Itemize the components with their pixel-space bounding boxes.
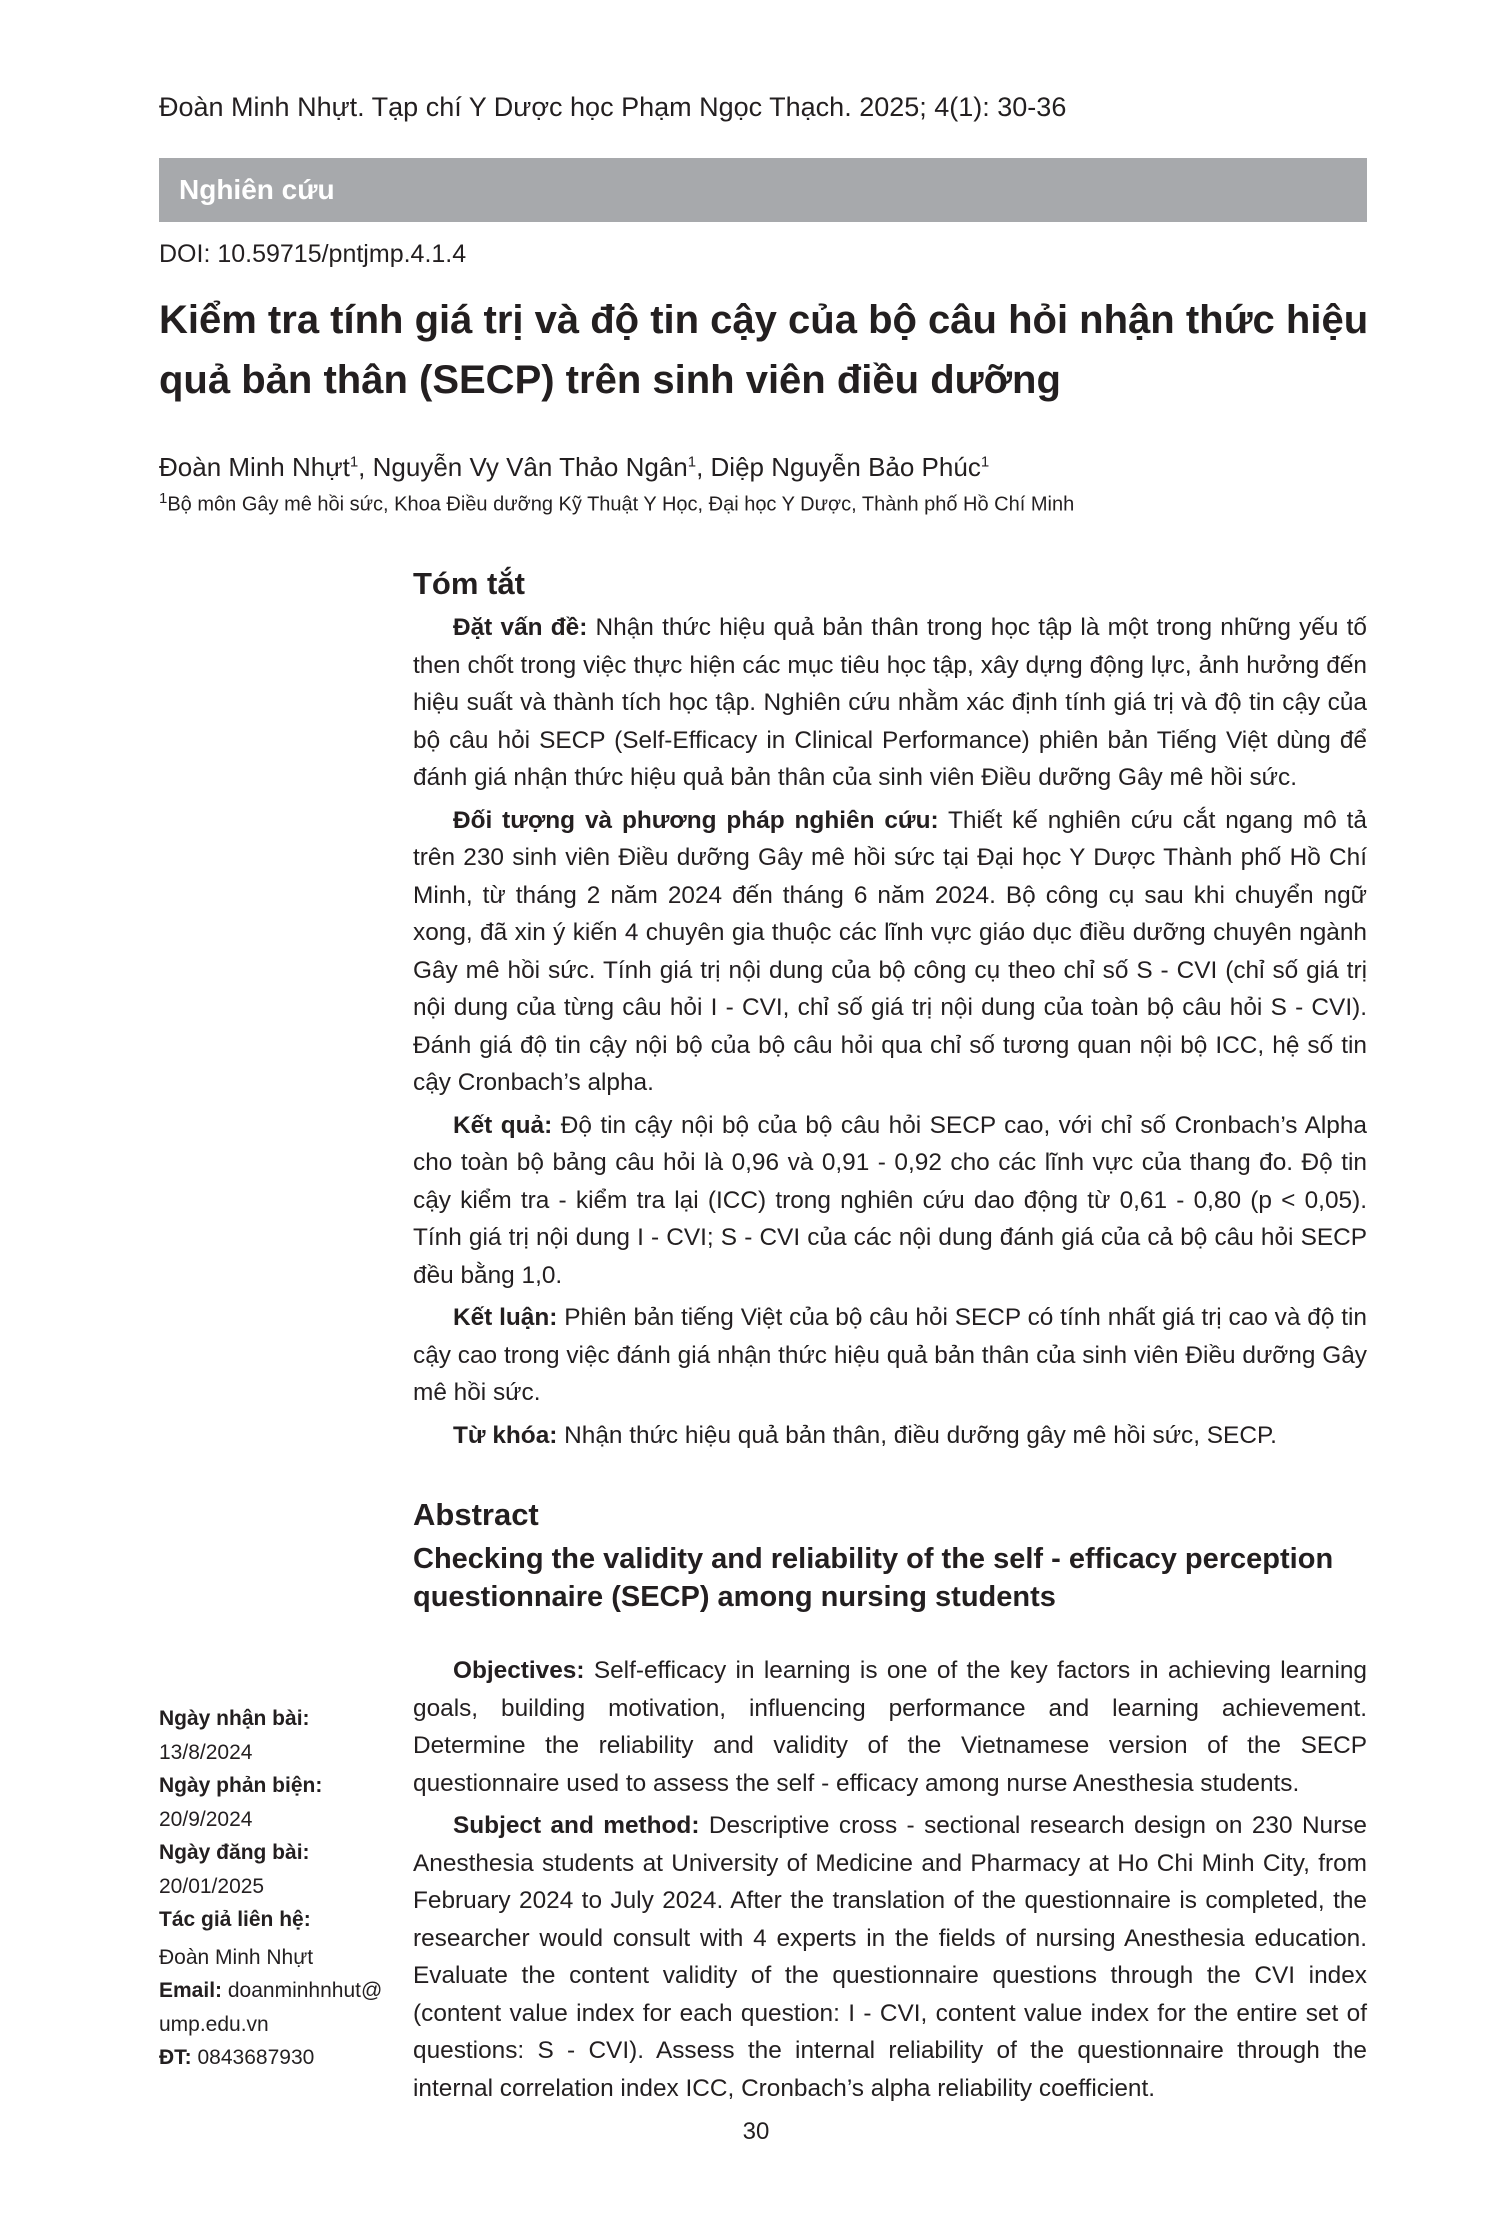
contact-name: Đoàn Minh Nhựt bbox=[159, 1945, 314, 1969]
paragraph-text: Thiết kế nghiên cứu cắt ngang mô tả trên 230 sinh viên Điều dưỡng Gây mê hồi sức tại Đại học Y Dược Thành phố Hồ Chí Minh, từ tháng 2 năm 2024 đến tháng 6 năm 2024. Bộ công cụ sau khi chuyển ngữ xong, đã xin ý kiến 4 chuyên gia thuộc các lĩnh vực giáo dục điều dưỡng chuyên ngành Gây mê hồi sức. Tính giá trị nội dung của bộ công cụ theo chỉ số S - CVI (chỉ số giá trị nội dung của từng câu hỏi I - CVI, chỉ số giá trị nội dung của toàn bộ câu hỏi S - CVI). Đánh giá độ tin cậy nội bộ của bộ câu hỏi qua chỉ số tương quan nội bộ ICC, hệ số tin cậy Cronbach’s alpha. bbox=[413, 806, 1367, 1096]
email-label: Email: bbox=[159, 1979, 223, 2002]
paragraph-label: Đặt vấn đề: bbox=[453, 614, 588, 641]
published-label: Ngày đăng bài: bbox=[159, 1841, 310, 1864]
paragraph-text: Độ tin cậy nội bộ của bộ câu hỏi SECP cao, với chỉ số Cronbach’s Alpha cho toàn bộ bảng câu hỏi là 0,96 và 0,91 - 0,92 cho các lĩnh vực của thang đo. Độ tin cậy kiểm tra - kiểm tra lại (ICC) trong nghiên cứu dao động từ 0,61 - 0,80 (p < 0,05). Tính giá trị nội dung I - CVI; S - CVI của các nội dung đánh giá của cả bộ câu hỏi SECP đều bằng 1,0. bbox=[413, 1111, 1367, 1289]
affiliation-mark: 1 bbox=[159, 490, 168, 507]
article-title: Kiểm tra tính giá trị và độ tin cậy của bộ câu hỏi nhận thức hiệu quả bản thân (SECP) trên sinh viên điều dưỡng bbox=[159, 298, 1369, 402]
affiliation bbox=[159, 490, 1074, 517]
paragraph-text: Descriptive cross - sectional research design on 230 Nurse Anesthesia students at University of Medicine and Pharmacy at Ho Chi Minh City, from February 2024 to July 2024. After the translation of the questionnaire is completed, the researcher would consult with 4 experts in the fields of nursing Anesthesia education. Evaluate the content validity of the questionnaire questions through the CVI index (content value index for each question: I - CVI, content value index for the entire set of questions: S - CVI). Assess the internal reliability of the questionnaire through the internal correlation index ICC, Cronbach’s alpha reliability coefficient. bbox=[413, 1812, 1367, 2102]
paragraph-text: Self-efficacy in learning is one of the key factors in achieving learning goals, building motivation, influencing performance and learning achievement. Determine the reliability and validity of the Vietnamese version of the SECP questionnaire used to assess the self - efficacy among nurse Anesthesia students. bbox=[413, 1657, 1367, 1797]
abstract-title: Checking the validity and reliability of the self - efficacy perception questionnaire (SECP) among nursing students bbox=[413, 1543, 1334, 1613]
affiliation-text: Bộ môn Gây mê hồi sức, Khoa Điều dưỡng Kỹ Thuật Y Học, Đại học Y Dược, Thành phố Hồ Chí Minh bbox=[167, 493, 1075, 516]
author-separator: , bbox=[358, 452, 373, 482]
phone-value: 0843687930 bbox=[191, 2046, 315, 2069]
author-affiliation-mark: 1 bbox=[687, 453, 697, 471]
article-info-sidebar bbox=[159, 1702, 399, 2075]
contact-label: Tác giả liên hệ: bbox=[159, 1908, 311, 1931]
email-value-part2[interactable]: ump.edu.vn bbox=[159, 2012, 269, 2036]
doi[interactable]: DOI: 10.59715/pntjmp.4.1.4 bbox=[159, 240, 467, 268]
paragraph-text: Nhận thức hiệu quả bản thân trong học tập là một trong những yếu tố then chốt trong việc thực hiện các mục tiêu học tập, xây dựng động lực, ảnh hưởng đến hiệu suất và thành tích học tập. Nghiên cứu nhằm xác định tính giá trị và độ tin cậy của bộ câu hỏi SECP (Self-Efficacy in Clinical Performance) phiên bản Tiếng Việt dùng để đánh giá nhận thức hiệu quả bản thân của sinh viên Điều dưỡng Gây mê hồi sức. bbox=[413, 614, 1367, 791]
contact-email[interactable] bbox=[159, 1974, 399, 2008]
paragraph-label: Kết quả: bbox=[453, 1111, 553, 1139]
paragraph-text: Phiên bản tiếng Việt của bộ câu hỏi SECP có tính nhất giá trị cao và độ tin cậy cao trong việc đánh giá nhận thức hiệu quả bản thân của sinh viên Điều dưỡng Gây mê hồi sức. bbox=[413, 1304, 1367, 1406]
reviewed-label: Ngày phản biện: bbox=[159, 1774, 323, 1797]
summary-paragraph-results bbox=[413, 1107, 1367, 1295]
abstract-paragraph-methods bbox=[413, 1807, 1367, 2107]
received-date: 13/8/2024 bbox=[159, 1740, 253, 1764]
received-label: Ngày nhận bài: bbox=[159, 1707, 310, 1730]
paragraph-label: Subject and method: bbox=[453, 1812, 700, 1839]
email-value-part1[interactable]: doanminhnhut@ bbox=[222, 1979, 383, 2002]
summary-paragraph-keywords bbox=[413, 1417, 1367, 1455]
paragraph-label: Objectives: bbox=[453, 1657, 585, 1684]
paragraph-label: Kết luận: bbox=[453, 1304, 558, 1331]
main-column bbox=[413, 565, 1367, 2112]
summary-paragraph-background bbox=[413, 609, 1367, 797]
author-name: Đoàn Minh Nhựt bbox=[159, 452, 350, 482]
author-name: Diệp Nguyễn Bảo Phúc bbox=[710, 452, 981, 482]
phone-label: ĐT: bbox=[159, 2046, 192, 2069]
paragraph-label: Từ khóa: bbox=[453, 1421, 558, 1449]
reviewed-date: 20/9/2024 bbox=[159, 1807, 253, 1831]
author-affiliation-mark: 1 bbox=[349, 453, 359, 471]
author-name: Nguyễn Vy Vân Thảo Ngân bbox=[372, 452, 688, 482]
author-separator: , bbox=[696, 452, 711, 482]
author-affiliation-mark: 1 bbox=[980, 453, 990, 471]
section-banner: Nghiên cứu bbox=[159, 158, 1367, 222]
published-date: 20/01/2025 bbox=[159, 1874, 265, 1898]
summary-heading: Tóm tắt bbox=[413, 566, 525, 601]
summary-paragraph-conclusion bbox=[413, 1299, 1367, 1412]
summary-paragraph-methods bbox=[413, 802, 1367, 1102]
journal-citation: Đoàn Minh Nhựt. Tạp chí Y Dược học Phạm Ngọc Thạch. 2025; 4(1): 30-36 bbox=[159, 92, 1067, 122]
contact-phone bbox=[159, 2041, 399, 2075]
paragraph-label: Đối tượng và phương pháp nghiên cứu: bbox=[453, 806, 939, 834]
paragraph-text: Nhận thức hiệu quả bản thân, điều dưỡng gây mê hồi sức, SECP. bbox=[557, 1421, 1277, 1449]
abstract-heading: Abstract bbox=[413, 1497, 539, 1532]
page-number: 30 bbox=[742, 2118, 770, 2145]
author-list bbox=[159, 452, 989, 483]
abstract-paragraph-objectives bbox=[413, 1652, 1367, 1802]
